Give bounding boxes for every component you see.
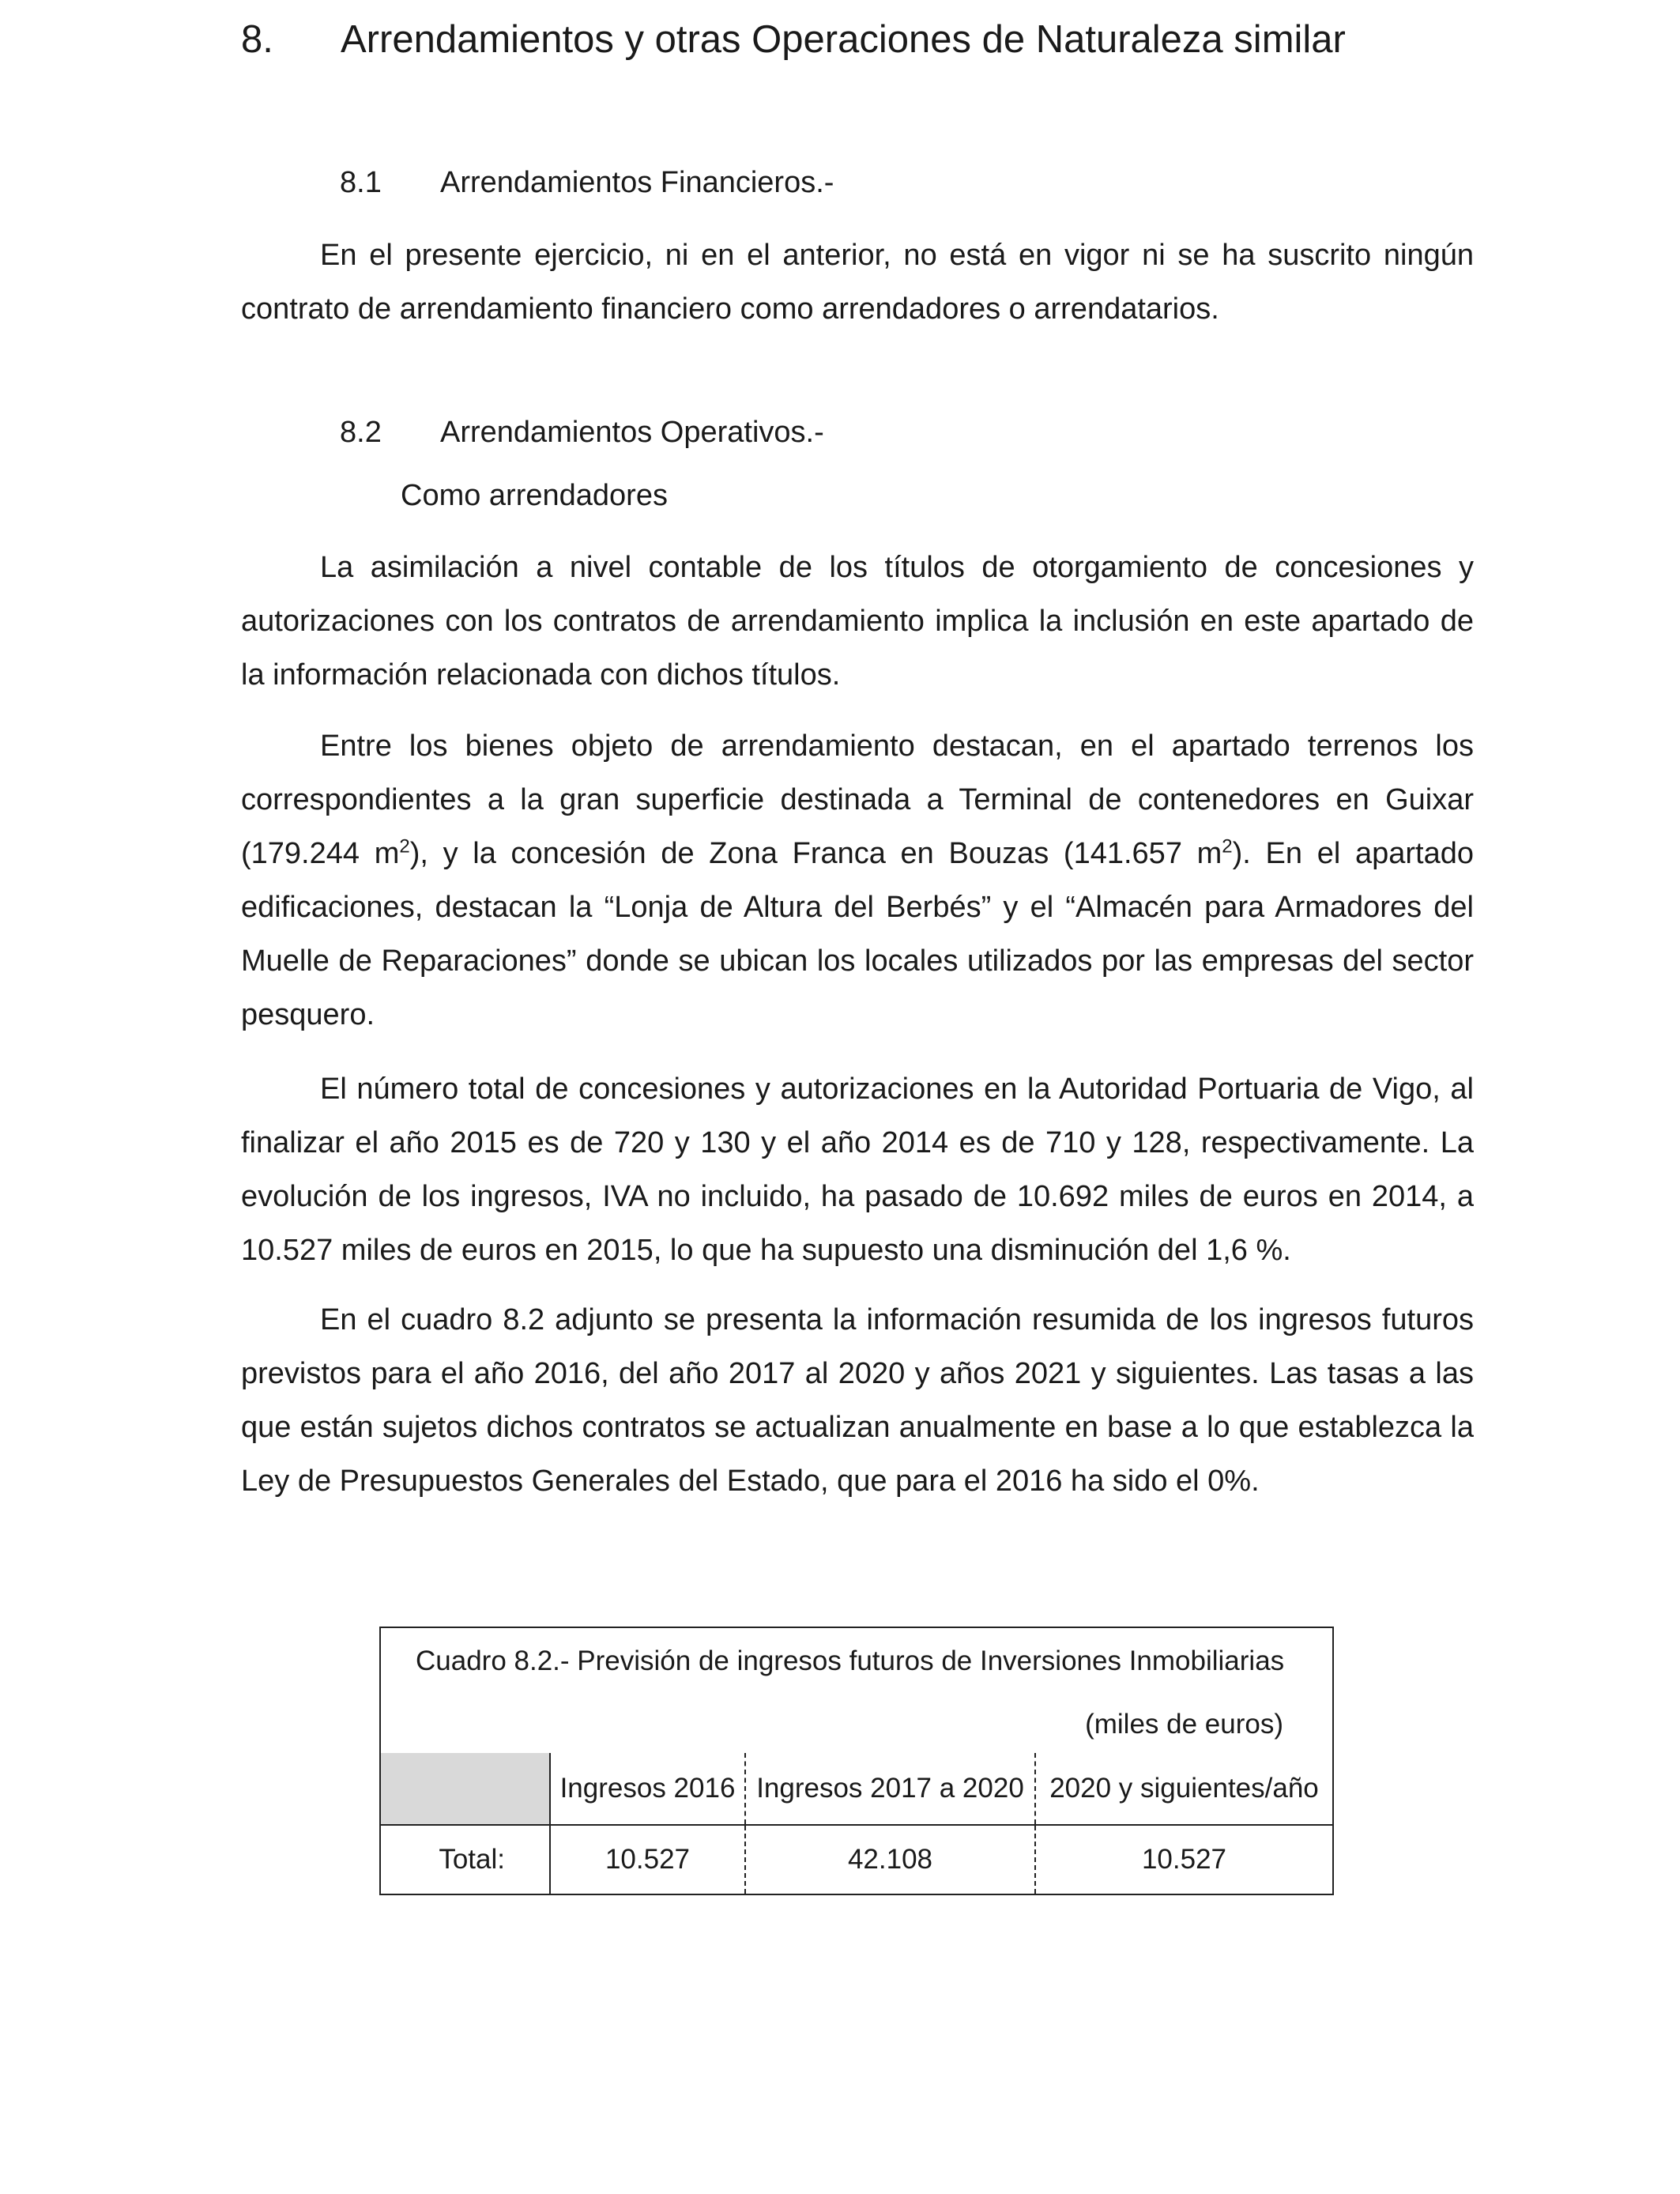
- paragraph-concessions-count: El número total de concesiones y autorizaciones en la Autoridad Portuaria de Vigo, al finalizar el año 2015 es de 720 y 130 y el año 2014 es de 710 y 128, respectivamente. La evolución de los ingresos, IVA no incluido, ha pasado de 10.692 miles de euros en 2014, a 10.527 miles de euros en 2015, lo que ha supuesto una disminución del 1,6 %.: [241, 1072, 1474, 1267]
- subsection-number: 8.2: [340, 416, 382, 449]
- section-heading: [241, 14, 1346, 65]
- paragraph-future-income: En el cuadro 8.2 adjunto se presenta la información resumida de los ingresos futuros previstos para el año 2016, del año 2017 al 2020 y años 2021 y siguientes. Las tasas a las que están sujetos dichos contratos se actualizan anualmente en base a lo que establezca la Ley de Presupuestos Generales del Estado, que para el 2016 ha sido el 0%.: [241, 1303, 1474, 1498]
- subsection-number: 8.1: [340, 166, 382, 199]
- superscript: 2: [399, 835, 410, 858]
- text-fragment: ). En el apartado edificaciones, destacan la “Lonja de Altura del Berbés” y el “Almacén para Armadores del Muelle de Reparaciones” donde se ubican los locales utilizados por las empresas del sector pesquero.: [241, 837, 1474, 1031]
- header-cell-2016: Ingresos 2016: [549, 1753, 744, 1824]
- table-header-row: [381, 1753, 1332, 1826]
- text-fragment: ), y la concesión de Zona Franca en Bouzas (141.657 m: [409, 837, 1222, 870]
- subsection-heading-8-1: [340, 163, 834, 202]
- value-cell: 10.527: [549, 1826, 744, 1894]
- income-forecast-table: [379, 1627, 1334, 1895]
- table-units: (miles de euros): [1085, 1709, 1283, 1740]
- superscript: 2: [1222, 835, 1233, 858]
- section-number: 8.: [241, 18, 273, 61]
- subsection-title: Arrendamientos Operativos.-: [440, 416, 824, 449]
- value-cell: 42.108: [744, 1826, 1034, 1894]
- paragraph-financial-leases: En el presente ejercicio, ni en el anterior, no está en vigor ni se ha suscrito ningún contrato de arrendamiento financiero como arrendadores o arrendatarios.: [241, 239, 1474, 326]
- paragraph-leased-assets: [241, 719, 1474, 1042]
- section-title: Arrendamientos y otras Operaciones de Naturaleza similar: [341, 18, 1346, 61]
- header-cell-empty: [381, 1753, 549, 1824]
- subsection-title: Arrendamientos Financieros.-: [440, 166, 834, 199]
- row-label: Total:: [439, 1844, 505, 1875]
- text-fragment: Entre los bienes objeto de arrendamiento destacan, en el apartado terrenos los correspondientes a la gran superficie destinada a Terminal de contenedores en Guixar (179.244 m: [241, 729, 1474, 870]
- header-cell-2020-onward: 2020 y siguientes/año: [1034, 1753, 1332, 1824]
- header-cell-2017-2020: Ingresos 2017 a 2020: [744, 1753, 1034, 1824]
- table-caption: [381, 1628, 1332, 1755]
- subsection-heading-8-2: [340, 413, 824, 452]
- value-cell: 10.527: [1034, 1826, 1332, 1894]
- subheading-como-arrendadores: Como arrendadores: [401, 479, 668, 512]
- table-row: [381, 1826, 1332, 1894]
- table-title: Cuadro 8.2.- Previsión de ingresos futuros de Inversiones Inmobiliarias: [416, 1646, 1285, 1676]
- paragraph-assimilation: La asimilación a nivel contable de los títulos de otorgamiento de concesiones y autorizaciones con los contratos de arrendamiento implica la inclusión en este apartado de la información relacionada con dichos títulos.: [241, 551, 1474, 692]
